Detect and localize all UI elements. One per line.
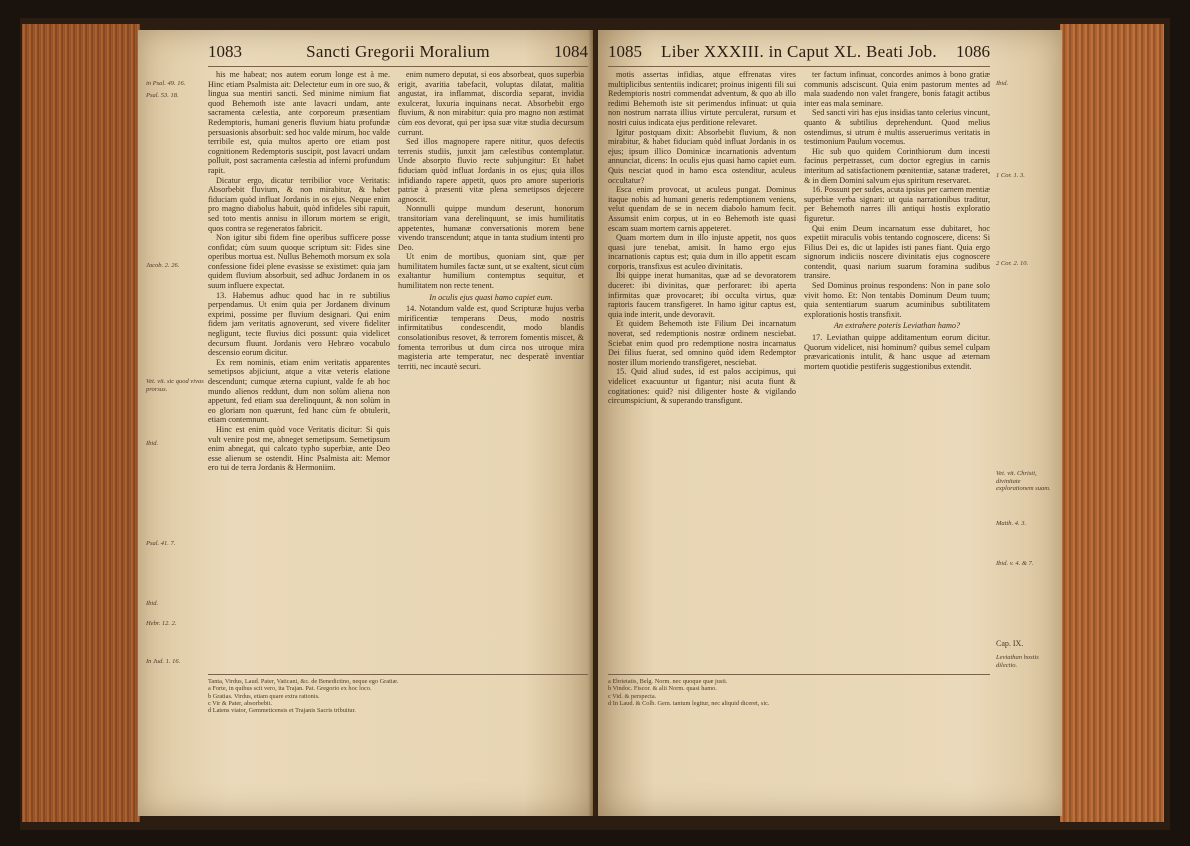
left-footnotes	[208, 678, 588, 808]
right-col1-para: Et quidem Behemoth iste Filium Dei incarnatum noverat, sed redemptionis nostræ ordinem nesciebat. Sciebat enim quod pro redemptione nostra incarnatus Dei filius fuerat, sed omnino quòd idem Redemptor noster illum moriendo transfigeret, nesciebat.	[608, 319, 796, 367]
left-col-2	[398, 70, 584, 670]
left-footnote: Tanta, Virdus, Laud. Pater, Vaticani, &c. de Benedictino, neque ego Gratiæ.	[208, 678, 399, 685]
left-footnote: c Vir & Pater, absorbebit.	[208, 699, 272, 707]
right-footnote: b Vindoc. Fiscor. & alii Norm. quasi hamo.	[608, 685, 717, 693]
right-footnote-rule	[608, 674, 990, 675]
right-margin-note: 2 Cor. 2. 10.	[996, 260, 1029, 267]
right-margin-note: Ibid.	[996, 80, 1009, 87]
left-footnote-rule	[208, 674, 588, 675]
right-col2-verse: An extrahere poteris Leviathan hamo?	[833, 321, 961, 331]
left-margin-note: Hebr. 12. 2.	[146, 620, 177, 627]
left-col2-para: 14. Notandum valde est, quod Scripturæ hujus verba mirificentiæ temperans Deus, modo nostris infirmitatibus condescendit, modo blandis consolationibus resovet, & terrorem fomentis miscet, & fomenta terroribus ut dum circa nos utroque mira magisteria arte temperatur, nec desperatè inventiar territi, nec incautè securi.	[398, 304, 584, 371]
left-margin-note: Ibid.	[146, 600, 159, 607]
page-edges-right	[1060, 24, 1164, 822]
left-footnote: d Latens viator, Gemmeticensis et Trajanis Sacris tribuitur.	[208, 707, 356, 715]
left-running-title: Sancti Gregorii Moralium	[306, 42, 490, 61]
right-page-number-b: 1086	[956, 42, 990, 61]
left-col2-para: Sed illos magnopere rapere nititur, quos defectis terrenis studiis, junxit jam cælestibus contemplatur. Unde absorpto fluvio recte subjungitur: Et habet fiduciam quòd influat Jordanis in os ejus; quia illos infidiando rapere appetit, quos pro amore superioris patriæ à præsenti vitæ plena semetipsos dejecere agnoscit.	[398, 137, 584, 204]
right-col2-para: Sed sancti viri has ejus insidias tanto celerius vincunt, quanto & subtilius deprehendunt. Quod melius ostendimus, si utrum è multis asseruerimus veritatis in testimonium Paulum vocemus.	[804, 108, 990, 147]
right-col-2	[804, 70, 990, 670]
right-footnote: d In Laud. & Colb. Gem. tantum legitur, nec aliquid diceret, sic.	[608, 699, 770, 707]
right-footnote: a Ebrietatis, Belg. Norm. nec quoque quæ justi.	[608, 678, 728, 685]
right-page-number-a: 1085	[608, 42, 642, 61]
right-col2-para: 16. Possunt per sudes, acuta ipsius per carnem mentiæ superbiæ verba signari: ut quia narrationibus traditur, per Behemoth narres illi antiqui hostis exploratio figuretur.	[804, 185, 990, 223]
right-col2-para: Sed Dominus proinus respondens: Non in pane solo vivit homo. Et: Non tentabis Dominum Deum tuum; quia sententiarum suarum acuminibus subtilitatem explorationis hostis transfixit.	[804, 281, 990, 319]
right-margin-note: Leviathan hostis dilectio.	[996, 654, 1039, 669]
left-col1-para: Dicatur ergo, dicatur terribilior voce Veritatis: Absorbebit fluvium, & non mirabitur, & habet fiduciam quòd influat Jordanis in os ejus. Neque enim pro magno diabolus habuit, quòd infideles sibi rapuit, sed toto mentis annisu in illorum mortem se erigit, quos contra se regeneratos fabricit.	[208, 175, 390, 233]
left-margin-note: Psal. 41. 7.	[146, 540, 176, 547]
right-col1-para: Quam mortem dum in illo injuste appetit, nos quos quasi jure tenebat, amisit. In hamo ergo ejus incarnationis captus est; quia dum in illo appetit escam corporis, transfixus est aculeo divinitatis.	[608, 233, 796, 271]
right-col1-para: Igitur postquam dixit: Absorbebit fluvium, & non mirabitur, & habet fiduciam quòd influat Jordanis in os ejus; ipsum illico Dominicæ incarnationis adventum annunciat, dicens: In oculis ejus quasi hamo capiet eum. Quis nesciat quod in hamo esca ostenditur, aculeus occultatur?	[608, 127, 796, 185]
left-col1-para: Ex rem nominis, etiam enim veritatis apparentes semetipsos abjiciunt, atque a vitæ veteris elatione descendunt; cumque æterna cupiunt, valde fe ab hoc mundo alienos reddunt, dum non solùm aliena non appetunt, fed etiam sua derelinquunt, & non solùm in eo gloriam non quærunt, fed hanc cùm fe obtulerit, etiam contemnunt.	[208, 357, 390, 425]
left-col1-para: 13. Habemus adhuc quod hac in re subtilius perpendamus. Ut enim quia per Jordanem divinum exprimi, possime per fluvium designari. Qui enim fidem jam veritatis agnoverunt, sed vivere fideliter negligunt, tecte fluvius dici possunt: quia videlicet decursum fluunt. Jordanis vero Hebræo vocabulo descensio eorum dicitur.	[208, 290, 390, 358]
left-col1-para: his me habeat; nos autem eorum longe est à me. Hinc etiam Psalmista ait: Delectetur eum in ore suo, & lingua sua mentiri sancti. Sed minime nimium fiat quod Behemoth iste ante lavacri undam, ante sacramenta cælestia, ante corporeum præsentiam Redemptoris, humani generis fluvium hiatu profundæ persuasionis absorbuit: sed hoc valde mirum, hoc valde terribile est, quia multos aperto ore etiam post cognitionem Redemptoris suscipit, post lavacri undam polluit, post sacramenta cælestia ad inferni profundum rapit.	[208, 70, 390, 175]
left-header-rule	[208, 66, 588, 67]
page-edges-left	[22, 24, 140, 822]
right-col1-para: Ibi quippe inerat humanitas, quæ ad se devoratorem duceret: ibi divinitas, quæ perforaret: ibi aperta infirmitas quæ provocaret; ibi occulta virtus, quæ raptoris faucem transfigeret. In hamo igitur captus est, quia inde interit, unde devoravit.	[608, 271, 796, 319]
right-margin-note: Vet. vit. Christi, divinitate explorationem suam.	[996, 470, 1051, 492]
right-col2-para: 17. Leviathan quippe additamentum eorum dicitur. Quorum videlicet, nisi hominum? quibus semel culpam prævaricationis intulit, & hanc usque ad æternam mortem quotidie pestiferis suggestionibus extendit.	[804, 333, 990, 371]
right-margin-note: 1 Cor. 1. 3.	[996, 172, 1025, 179]
right-col1-para: Esca enim provocat, ut aculeus pungat. Dominus itaque nobis ad humani generis redemptionem veniens, velut quendam de se in necem diabolo hamum fecit. Assumsit enim corpus, ut in eo Behemoth iste quasi escam suam mortem carnis appeteret.	[608, 185, 796, 233]
left-footnote: b Gratias. Virdus, etiam quare extra rationis.	[208, 692, 320, 700]
left-col2-para: Ut enim de mortibus, quoniam sint, quæ per humilitatem humiles factæ sunt, ut se exaltent, sicut cùm exaltantur humilium contemptus sequitur, et humilitatem non recte tenent.	[398, 252, 584, 291]
right-page-header	[608, 42, 990, 64]
left-footnote: a Forte, in quibus scit vero, ita Trajan. Pat. Gregorio ex hoc loco.	[208, 685, 372, 693]
right-col1-para: 15. Quid aliud sudes, id est palos accipimus, qui videlicet exacuuntur ut figantur; nisi acuta fiunt & cogitationes: quid? nisi diligenter hoste & vigilando circumspiciunt, & superando transfigunt.	[608, 367, 796, 406]
right-margin-note: Cap. IX.	[996, 639, 1024, 648]
right-margin-note: Matth. 4. 3.	[996, 520, 1027, 527]
left-margin-note: In Jud. 1. 16.	[146, 658, 181, 665]
right-col2-para: Hic sub quo quidem Corinthiorum dum incesti facinus perpetrasset, cum doctor egregius in carnis interitum ad satisfactionem pœnitentiæ, satanæ traderet, & in diem Domini salvum ejus spiritum reservaret.	[804, 146, 990, 185]
right-header-rule	[608, 66, 990, 67]
left-page-header	[208, 42, 588, 64]
left-col2-verse: In oculis ejus quasi hamo capiet eum.	[429, 292, 553, 302]
left-margin-note: Ibid.	[146, 440, 159, 447]
right-col2-para: ter factum infinuat, concordes animos à bono gratiæ communis adsciscunt. Quia enim pastorum mentes ad mala suadendo non valet frangere, bonis fatagit actibus inter eas mala seminare.	[804, 70, 990, 108]
right-footnotes	[608, 678, 990, 808]
left-col2-para: enim numero deputat, si eos absorbeat, quos superbia erigit, avaritia tabefacit, voluptas dilatat, malitia angustat, ira inflammat, discordia separat, invidia exulcerat, luxuria inquinans necat. Absorbebit ergo fluvium, & non mirabitur: quia pro magno non æstimat cùm eos devorat, qui per ipsa suæ vitæ studia decursum currunt.	[398, 70, 584, 137]
right-col2-para: Qui enim Deum incarnatum esse dubitaret, hoc expetiit miraculis vobis tentando cognoscere, dicens: Si Filius Dei es, dic ut lapides isti panes fiant. Quia ergo signorum indiciis noscere divinitatis ejus cognoscere contendit, quasi narium suarum foramina sudibus transire.	[804, 223, 990, 281]
left-col-1	[208, 70, 390, 670]
left-col1-para: Hinc est enim quòd voce Veritatis dicitur: Si quis vult venire post me, abneget semetipsum. Semetipsum enim abnegat, qui calcato typho superbiæ, ante Deo esse alienum se ostendit. Hinc Psalmista ait: Memor ero tui de terra Jordanis & Hermoniim.	[208, 424, 390, 473]
left-margin-note: Vet. vit. sic quod vivas prorsus.	[146, 378, 204, 393]
right-footnote: c Vid. & perspecta.	[608, 692, 657, 700]
left-page-number-b: 1084	[554, 42, 588, 61]
left-page-number-a: 1083	[208, 42, 242, 61]
left-col1-para: Non igitur sibi fidem fine operibus sufficere posse confidat; cùm suum quoque scriptum sit: Fides sine operibus mortua est. Nullus Behemoth morsum ex sola confessione fidei plene evasisse se existimet: quia jam quidem fluvium absorbuit, sed adhuc Jordanem in os suum influere expectat.	[208, 233, 390, 291]
left-col2-para: Nonnulli quippe mundum deserunt, honorum transitoriam vana derelinquunt, se imis humilitatis appetentes, humanæ conversationis morem bene vivendo transcendunt; atque in tanta studium intenti pro Deo.	[398, 204, 584, 252]
right-running-title: Liber XXXIII. in Caput XL. Beati Job.	[661, 42, 937, 61]
left-margin-note: Psal. 53. 18.	[146, 92, 179, 99]
right-col1-para: motis assertas infidias, atque effrenatas vires multiplicibus sententiis indicaret; proinus inigenti fili sui Redemptoris nostri commendat adventum, & quo ab illo redimi Behemoth iste sit perimendus infinuat: ut quia non nostrum narrata illius virtute perculerat, rursum et nostri cuius indicata ejus perditione relevaret.	[608, 70, 796, 127]
right-col-1	[608, 70, 796, 670]
left-margin-note: in Psal. 49. 16.	[146, 80, 186, 87]
right-margin-note: Ibid. v. 4. & 7.	[996, 560, 1034, 567]
left-margin-note: Jacob. 2. 26.	[146, 262, 180, 269]
